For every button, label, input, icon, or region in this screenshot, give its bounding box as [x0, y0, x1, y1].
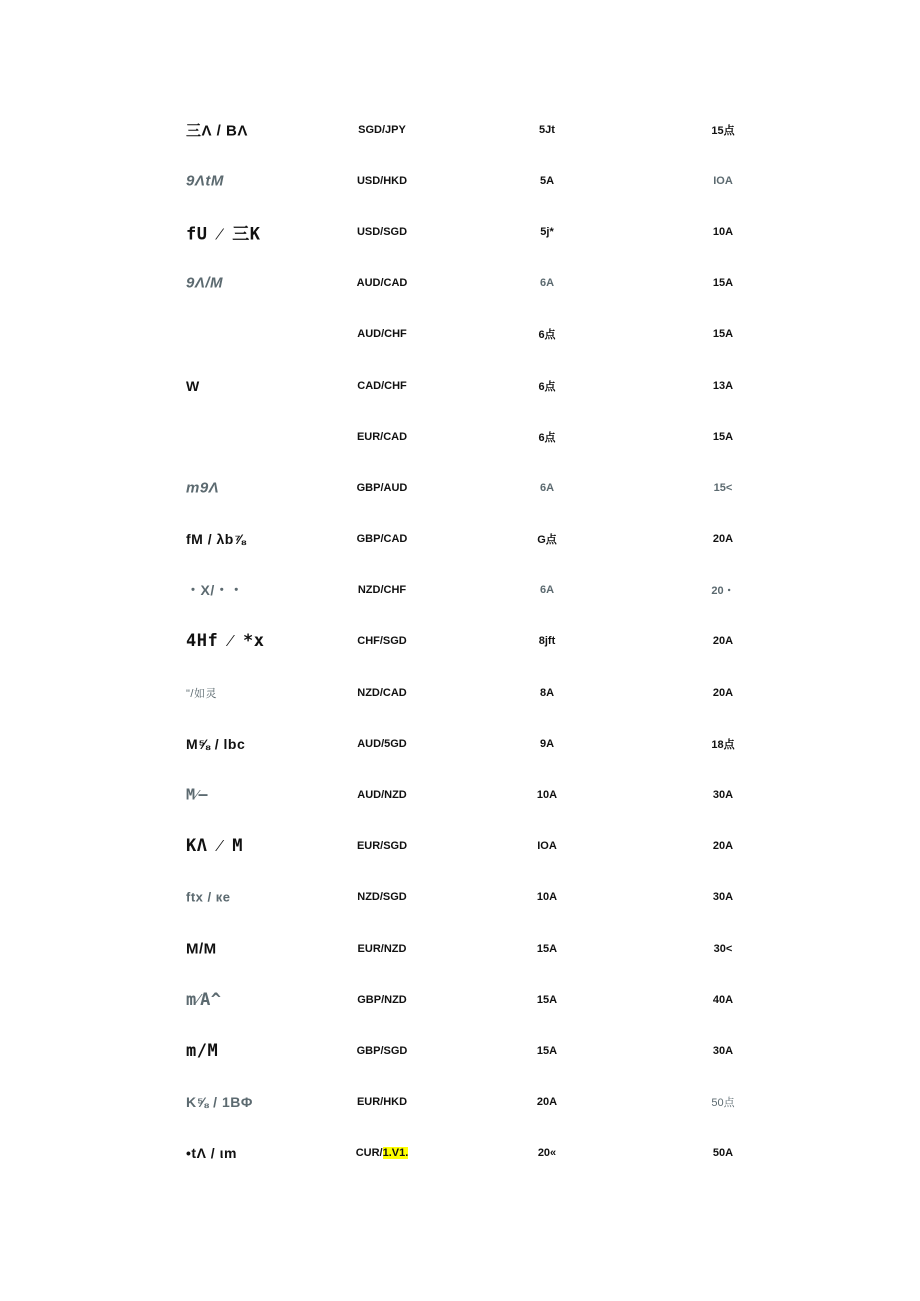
- value-col-1: 8jft: [538, 635, 556, 648]
- value-col-2: 20A: [712, 840, 734, 853]
- value-col-1: 8A: [539, 686, 555, 699]
- currency-pair-part: CUR/: [355, 1147, 383, 1160]
- currency-pair: GBP/CAD: [356, 533, 408, 546]
- row-name: M⁄—: [186, 785, 209, 804]
- table-row: [0, 821, 920, 872]
- row-name: m⁄A^: [186, 989, 222, 1010]
- value-col-1: 6点: [538, 431, 556, 444]
- currency-pair: NZD/CHF: [357, 584, 407, 597]
- value-col-1: 5A: [539, 174, 555, 187]
- table-row: [0, 258, 920, 309]
- value-col-2: IOA: [713, 174, 733, 187]
- table-row: [0, 206, 920, 257]
- row-name: "/如灵: [186, 687, 217, 700]
- value-col-2: 20A: [712, 533, 734, 546]
- table-row: [0, 462, 920, 513]
- currency-pair-table: [0, 104, 920, 1179]
- value-col-1: 20A: [536, 1096, 558, 1109]
- row-name: •tΛ / ιm: [186, 1145, 237, 1162]
- value-col-2: 30<: [713, 942, 733, 955]
- value-col-2: 15A: [712, 277, 734, 290]
- value-col-2: 20・: [711, 585, 735, 598]
- table-row: [0, 769, 920, 820]
- currency-pair: USD/HKD: [356, 174, 408, 187]
- row-name: W: [186, 377, 200, 394]
- value-col-2: 15<: [713, 481, 733, 494]
- value-col-2: 30A: [712, 891, 734, 904]
- currency-pair: AUD/CAD: [356, 277, 408, 290]
- value-col-2: 50A: [712, 1147, 734, 1160]
- value-col-1: 6点: [538, 329, 556, 342]
- currency-pair: GBP/AUD: [356, 481, 408, 494]
- value-col-1: IOA: [537, 840, 557, 853]
- highlighted-text: 1.V1.: [382, 1147, 409, 1160]
- row-name: M/M: [186, 940, 217, 958]
- currency-pair: GBP/NZD: [357, 993, 407, 1006]
- currency-pair: USD/SGD: [356, 225, 408, 238]
- table-row: [0, 872, 920, 923]
- currency-pair: [352, 1147, 412, 1159]
- row-name: 9Λ/M: [186, 274, 224, 292]
- table-row: [0, 1128, 920, 1179]
- value-col-1: 6点: [538, 380, 556, 393]
- value-col-2: 30A: [712, 1044, 734, 1057]
- currency-pair: CHF/SGD: [357, 635, 407, 648]
- row-name: m9Λ: [186, 479, 220, 497]
- table-row: [0, 974, 920, 1025]
- table-row: [0, 616, 920, 667]
- table-row: [0, 360, 920, 411]
- currency-pair: NZD/CAD: [357, 686, 407, 699]
- value-col-2: 15点: [711, 124, 735, 137]
- currency-pair: EUR/HKD: [356, 1096, 408, 1109]
- table-row: [0, 514, 920, 565]
- value-col-1: 15A: [536, 1044, 558, 1057]
- row-name: m/M: [186, 1040, 219, 1061]
- value-col-2: 15A: [712, 430, 734, 443]
- row-name: KΛ ⁄ M: [186, 836, 244, 857]
- value-col-1: 6A: [539, 481, 555, 494]
- value-col-1: 15A: [536, 942, 558, 955]
- value-col-1: 5j*: [540, 225, 554, 238]
- currency-pair: AUD/5GD: [357, 737, 407, 750]
- row-name: ・X/・・: [186, 582, 244, 599]
- currency-pair: AUD/CHF: [357, 328, 407, 341]
- value-col-2: 20A: [712, 686, 734, 699]
- value-col-1: G点: [537, 534, 557, 547]
- value-col-1: 5Jt: [539, 123, 555, 136]
- row-name: 4Hf ⁄ *x: [186, 631, 265, 652]
- currency-pair: CAD/CHF: [357, 379, 407, 392]
- currency-pair: EUR/NZD: [357, 942, 407, 955]
- row-name: 三Λ / BΛ: [186, 122, 248, 140]
- table-row: [0, 104, 920, 155]
- value-col-2: 13A: [712, 379, 734, 392]
- value-col-1: 20«: [537, 1147, 557, 1160]
- table-row: [0, 411, 920, 462]
- value-col-2: 10A: [712, 225, 734, 238]
- row-name: M⅝ / lbc: [186, 735, 246, 752]
- value-col-1: 6A: [539, 277, 555, 290]
- table-row: [0, 155, 920, 206]
- row-name: ftx / ке: [186, 889, 231, 905]
- currency-pair: NZD/SGD: [357, 891, 407, 904]
- row-name: fU ⁄ 三K: [186, 224, 261, 245]
- table-row: [0, 923, 920, 974]
- value-col-2: 30A: [712, 789, 734, 802]
- currency-pair: EUR/CAD: [356, 430, 408, 443]
- table-row: [0, 309, 920, 360]
- currency-pair: EUR/SGD: [356, 840, 408, 853]
- currency-pair: GBP/SGD: [356, 1044, 408, 1057]
- value-col-2: 18点: [711, 738, 735, 751]
- table-row: [0, 565, 920, 616]
- value-col-2: 40A: [712, 993, 734, 1006]
- table-row: [0, 667, 920, 718]
- table-row: [0, 718, 920, 769]
- row-name: 9ΛtM: [186, 172, 224, 190]
- row-name: fM / λb⅞: [186, 531, 247, 548]
- value-col-1: 10A: [536, 789, 558, 802]
- table-row: [0, 1025, 920, 1076]
- value-col-1: 6A: [539, 584, 555, 597]
- value-col-1: 15A: [536, 993, 558, 1006]
- table-row: [0, 1077, 920, 1128]
- value-col-2: 15A: [712, 328, 734, 341]
- value-col-2: 20A: [712, 635, 734, 648]
- value-col-1: 9A: [539, 737, 555, 750]
- row-name: K⅝ / 1BΦ: [186, 1094, 253, 1111]
- value-col-2: 50点: [711, 1097, 735, 1110]
- currency-pair: AUD/NZD: [357, 789, 407, 802]
- currency-pair: SGD/JPY: [358, 123, 406, 136]
- value-col-1: 10A: [536, 891, 558, 904]
